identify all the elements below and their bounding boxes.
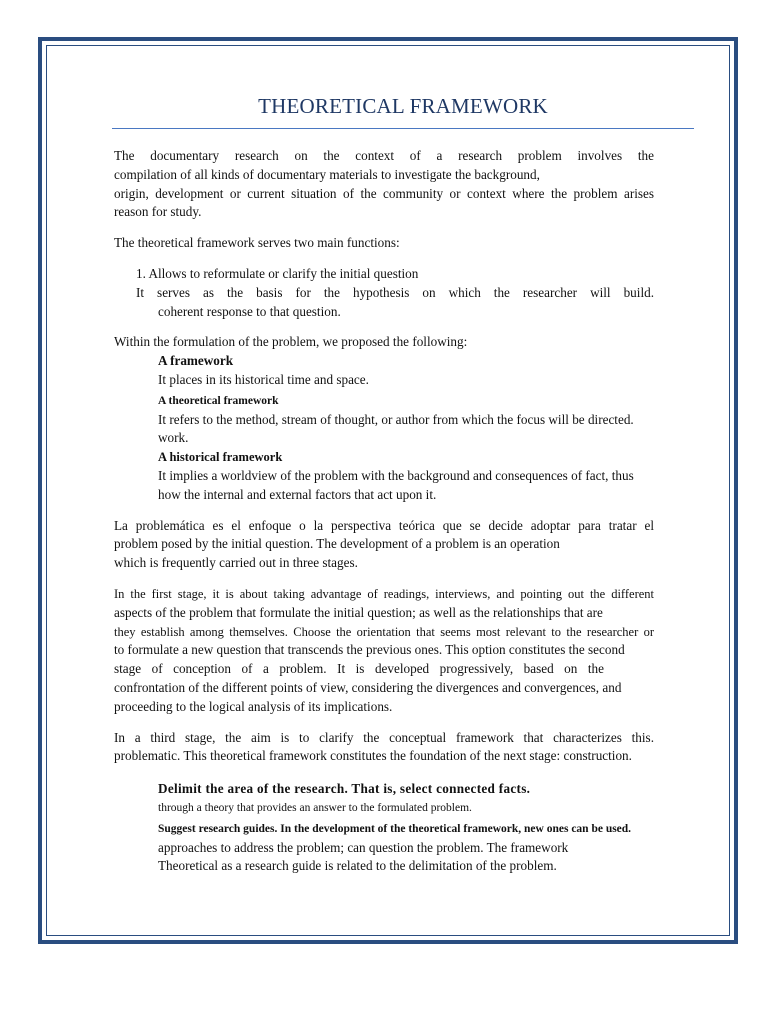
function-item-2-cont: coherent response to that question. [158, 303, 341, 319]
item-text: It refers to the method, stream of thought, or author from which the focus will be directed. [158, 411, 634, 427]
functions-list [114, 265, 654, 321]
text-line: La problemática es el enfoque o la perspectiva teórica que se decide adoptar para tratar el [114, 517, 654, 533]
framework-list [114, 352, 654, 504]
text-line: confrontation of the different points of view, considering the divergences and convergences, and [114, 679, 622, 695]
item-title: A historical framework [158, 450, 283, 465]
paragraph-functions: The theoretical framework serves two main functions: [114, 235, 400, 251]
paragraph-problematic [114, 517, 654, 573]
text-line: which is frequently carried out in three stages. [114, 555, 358, 571]
function-item-1: 1. Allows to reformulate or clarify the initial question [136, 265, 419, 281]
item-text: It implies a worldview of the problem with the background and consequences of fact, thus [158, 467, 634, 483]
paragraph-formulation: Within the formulation of the problem, we proposed the following: [114, 334, 468, 350]
item-title: Suggest research guides. In the development of the theoretical framework, new ones can be used. [158, 822, 632, 835]
item-text: how the internal and external factors that act upon it. [158, 486, 437, 502]
text-line: reason for study. [114, 204, 202, 220]
research-guides-list [114, 780, 654, 876]
paragraph-third-stage [114, 729, 654, 767]
text-line: to formulate a new question that transcends the previous ones. This option constitutes the second [114, 642, 625, 658]
text-line: proceeding to the logical analysis of its implications. [114, 698, 393, 714]
paragraph-stages [114, 585, 654, 717]
text-line: aspects of the problem that formulate the initial question; as well as the relationships that are [114, 604, 603, 620]
text-line: In the first stage, it is about taking advantage of readings, interviews, and pointing out the different [114, 586, 654, 601]
item-title: Delimit the area of the research. That is, select connected facts. [158, 781, 531, 797]
list-item [114, 392, 654, 411]
list-item [114, 448, 654, 467]
list-item [114, 820, 654, 839]
list-item [114, 780, 654, 799]
text-line: compilation of all kinds of documentary materials to investigate the background, [114, 166, 540, 182]
text-line: problematic. This theoretical framework constitutes the foundation of the next stage: construction. [114, 748, 632, 764]
item-title: A framework [158, 353, 234, 369]
item-text: work. [158, 430, 189, 446]
text-line: stage of conception of a problem. It is developed progressively, based on the [114, 661, 604, 677]
document-title: THEORETICAL FRAMEWORK [112, 94, 694, 129]
text-line: The documentary research on the context of a research problem involves the [114, 148, 654, 163]
item-title: A theoretical framework [158, 394, 279, 407]
text-line: origin, development or current situation of the community or context where the problem arises [114, 185, 654, 201]
list-item [114, 352, 654, 371]
item-text: through a theory that provides an answer to the formulated problem. [158, 801, 472, 814]
item-text: approaches to address the problem; can question the problem. The framework [158, 839, 569, 855]
function-item-2: It serves as the basis for the hypothesis on which the researcher will build. [136, 284, 654, 300]
item-text: Theoretical as a research guide is related to the delimitation of the problem. [158, 858, 557, 874]
text-line: they establish among themselves. Choose the orientation that seems most relevant to the researcher or [114, 624, 654, 639]
item-text: It places in its historical time and space. [158, 371, 369, 387]
document-body [114, 94, 654, 876]
text-line: problem posed by the initial question. The development of a problem is an operation [114, 536, 560, 552]
paragraph-intro [114, 147, 654, 222]
text-line: In a third stage, the aim is to clarify the conceptual framework that characterizes this. [114, 729, 654, 745]
